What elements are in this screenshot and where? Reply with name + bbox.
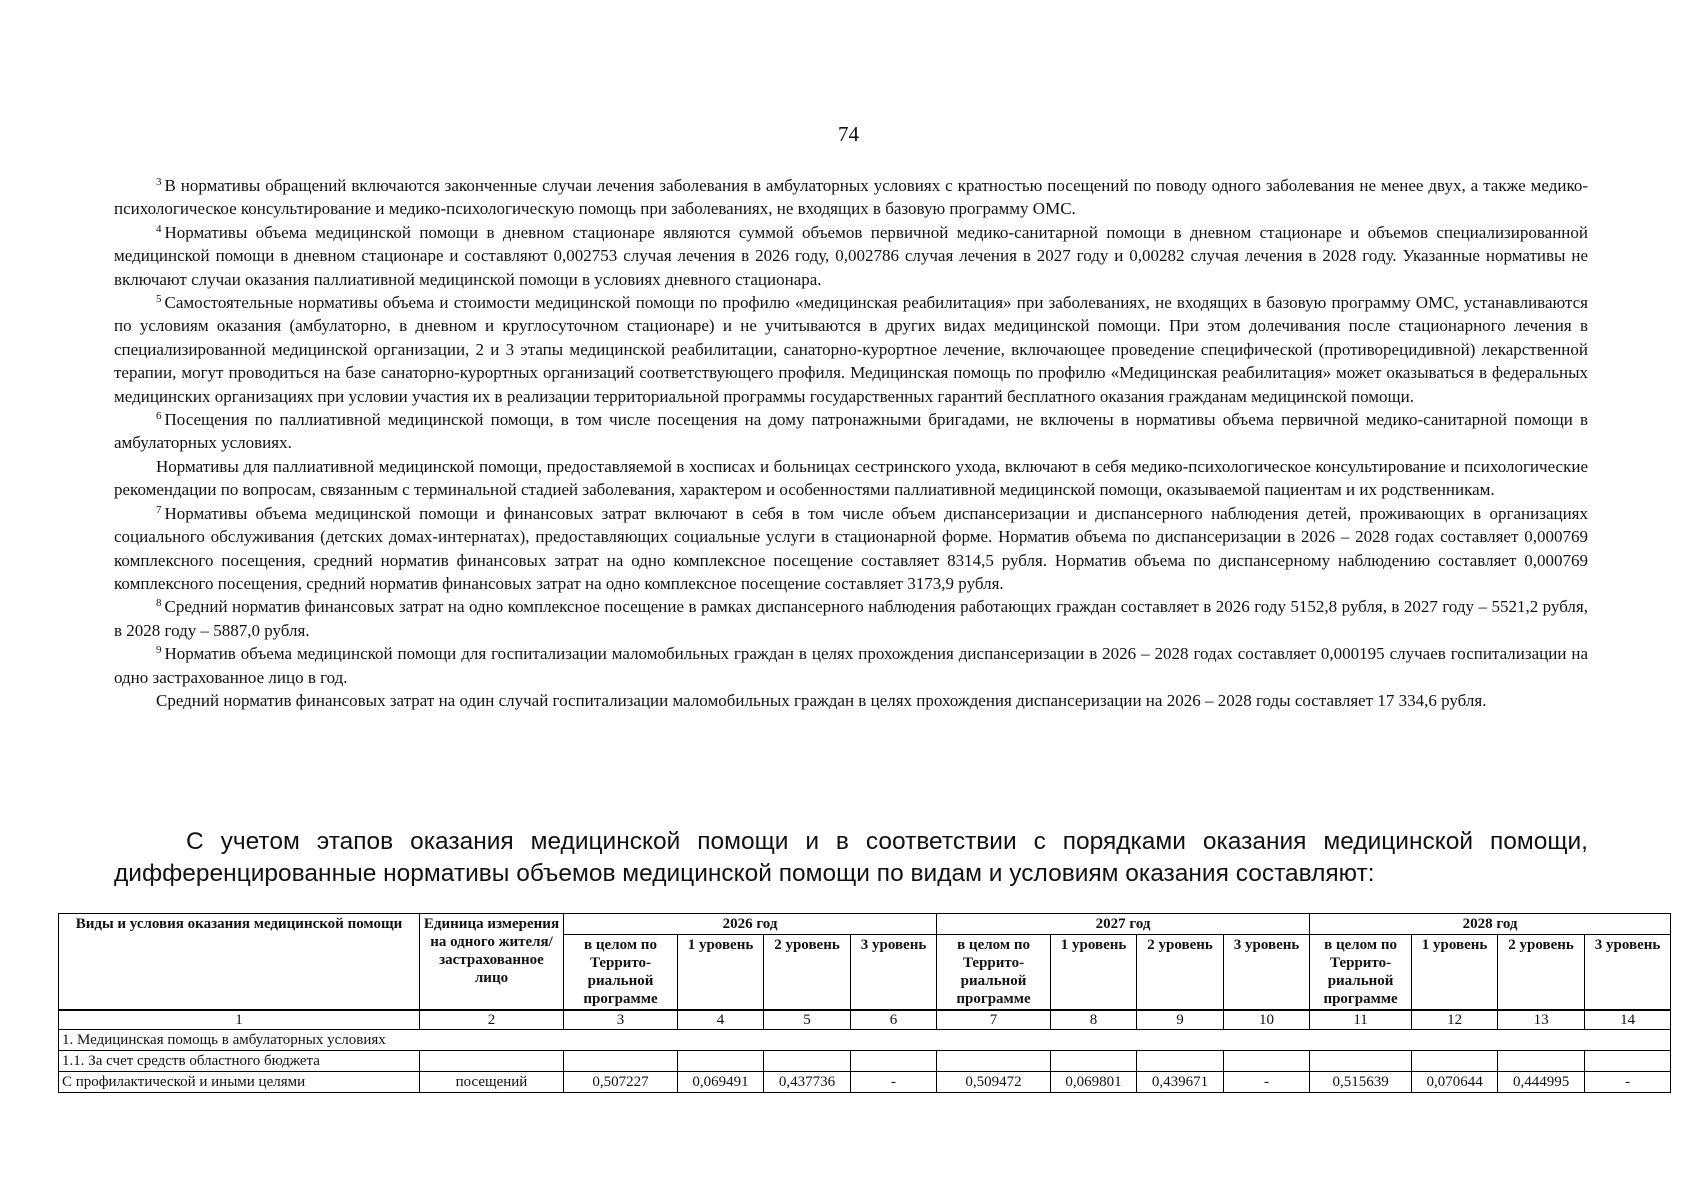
column-number: 10 bbox=[1224, 1010, 1310, 1030]
footnote-mark: 5 bbox=[156, 293, 162, 306]
header-level-1: 1 уровень bbox=[1412, 935, 1498, 1011]
footnote-text: Нормативы объема медицинской помощи в дневном стационаре являются суммой объемов первичной медико-санитарной помощи в дневном стационаре и объемов специализированной медицинской помощи в дневном стационаре и составляют 0,002753 случая лечения в 2026 году, 0,002786 случая лечения в 2027 году и 0,00282 случая лечения в 2028 году. Указанные нормативы не включают случаи оказания паллиативной медицинской помощи в условиях дневного стационара. bbox=[114, 222, 1588, 289]
header-year-2026: 2026 год bbox=[564, 914, 937, 935]
section-row-1 bbox=[59, 1030, 1671, 1051]
footnote-4 bbox=[114, 221, 1588, 291]
footnote-text: Средний норматив финансовых затрат на один случай госпитализации маломобильных граждан в целях прохождения диспансеризации на 2026 – 2028 годы составляет 17 334,6 рубля. bbox=[156, 690, 1487, 710]
header-row-years bbox=[59, 914, 1671, 935]
column-number: 3 bbox=[564, 1010, 678, 1030]
value-cell: 0,515639 bbox=[1310, 1072, 1412, 1093]
lead-paragraph: С учетом этапов оказания медицинской помощи и в соответствии с порядками оказания медицинской помощи, дифференцированные нормативы объемов медицинской помощи по видам и условиям оказания составляют: bbox=[114, 828, 1588, 887]
header-level-1: 1 уровень bbox=[1051, 935, 1137, 1011]
header-total: в целом по Террито-риальной программе bbox=[564, 935, 678, 1011]
empty-cell bbox=[1224, 1051, 1310, 1072]
page-number: 74 bbox=[838, 122, 859, 146]
footnote-3 bbox=[114, 174, 1588, 221]
value-cell: 0,439671 bbox=[1137, 1072, 1224, 1093]
header-year-2027: 2027 год bbox=[937, 914, 1310, 935]
header-unit: Единица измерения на одного жителя/ застрахованное лицо bbox=[420, 914, 564, 1011]
value-cell: 0,509472 bbox=[937, 1072, 1051, 1093]
column-number: 1 bbox=[59, 1010, 420, 1030]
footnote-6-continued bbox=[114, 455, 1588, 502]
value-cell: 0,437736 bbox=[764, 1072, 851, 1093]
footnote-text: Нормативы объема медицинской помощи и финансовых затрат включают в себя в том числе объем диспансеризации и диспансерного наблюдения детей, проживающих в организациях социального обслуживания (детских домах-интернатах), предоставляющих социальные услуги в стационарной форме. Норматив объема по диспансеризации в 2026 – 2028 годах составляет 0,000769 комплексного посещения, средний норматив финансовых затрат на одно комплексное посещение составляет 8314,5 рубля. Норматив объема по диспансерному наблюдению составляет 0,000769 комплексного посещения, средний норматив финансовых затрат на одно комплексное посещение составляет 3173,9 рубля. bbox=[114, 503, 1588, 593]
footnote-text: Посещения по паллиативной медицинской помощи, в том числе посещения на дому патронажными бригадами, не включены в нормативы объема первичной медико-санитарной помощи в амбулаторных условиях. bbox=[114, 410, 1588, 453]
footnote-9 bbox=[114, 642, 1588, 689]
header-level-3: 3 уровень bbox=[1224, 935, 1310, 1011]
footnote-5 bbox=[114, 291, 1588, 408]
header-kind: Виды и условия оказания медицинской помощи bbox=[59, 914, 420, 1011]
empty-cell bbox=[1051, 1051, 1137, 1072]
value-cell: - bbox=[851, 1072, 937, 1093]
value-cell: 0,069801 bbox=[1051, 1072, 1137, 1093]
footnote-mark: 9 bbox=[156, 644, 162, 657]
empty-cell bbox=[1137, 1051, 1224, 1072]
section-title: 1. Медицинская помощь в амбулаторных условиях bbox=[59, 1030, 1671, 1051]
column-number: 7 bbox=[937, 1010, 1051, 1030]
value-cell: - bbox=[1224, 1072, 1310, 1093]
empty-cell bbox=[764, 1051, 851, 1072]
empty-cell bbox=[937, 1051, 1051, 1072]
value-cell: 0,070644 bbox=[1412, 1072, 1498, 1093]
footnote-text: Самостоятельные нормативы объема и стоимости медицинской помощи по профилю «медицинская реабилитация» при заболеваниях, не входящих в базовую программу ОМС, устанавливаются по условиям оказания (амбулаторно, в дневном и круглосуточном стационаре) и не учитываются в других видах медицинской помощи. При этом долечивания после стационарного лечения в специализированной медицинской организации, 2 и 3 этапы медицинской реабилитации, санаторно-курортное лечение, включающее проведение специфической (противорецидивной) лекарственной терапии, могут проводиться на базе санаторно-курортных организаций соответствующего профиля. Медицинская помощь по профилю «Медицинская реабилитация» может оказываться в федеральных медицинских организациях при условии участия их в реализации территориальной программы государственных гарантий бесплатного оказания гражданам медицинской помощи. bbox=[114, 293, 1588, 406]
header-level-2: 2 уровень bbox=[1498, 935, 1585, 1011]
column-number: 12 bbox=[1412, 1010, 1498, 1030]
column-number: 9 bbox=[1137, 1010, 1224, 1030]
header-total: в целом по Террито-риальной программе bbox=[1310, 935, 1412, 1011]
norms-table bbox=[58, 913, 1671, 1093]
column-number: 6 bbox=[851, 1010, 937, 1030]
column-number-row bbox=[59, 1010, 1671, 1030]
footnote-9-continued bbox=[114, 689, 1588, 712]
empty-cell bbox=[1585, 1051, 1671, 1072]
footnotes bbox=[114, 174, 1588, 712]
footnote-8 bbox=[114, 595, 1588, 642]
subsection-title: 1.1. За счет средств областного бюджета bbox=[59, 1051, 420, 1072]
empty-cell bbox=[420, 1051, 564, 1072]
empty-cell bbox=[1498, 1051, 1585, 1072]
column-number: 11 bbox=[1310, 1010, 1412, 1030]
footnote-7 bbox=[114, 502, 1588, 596]
column-number: 5 bbox=[764, 1010, 851, 1030]
row-unit: посещений bbox=[420, 1072, 564, 1093]
header-total: в целом по Террито-риальной программе bbox=[937, 935, 1051, 1011]
column-number: 2 bbox=[420, 1010, 564, 1030]
row-name: С профилактической и иными целями bbox=[59, 1072, 420, 1093]
header-level-3: 3 уровень bbox=[1585, 935, 1671, 1011]
value-cell: 0,444995 bbox=[1498, 1072, 1585, 1093]
empty-cell bbox=[678, 1051, 764, 1072]
empty-cell bbox=[851, 1051, 937, 1072]
column-number: 13 bbox=[1498, 1010, 1585, 1030]
header-level-2: 2 уровень bbox=[764, 935, 851, 1011]
footnote-mark: 3 bbox=[156, 176, 162, 188]
column-number: 14 bbox=[1585, 1010, 1671, 1030]
column-number: 8 bbox=[1051, 1010, 1137, 1030]
value-cell: - bbox=[1585, 1072, 1671, 1093]
footnote-mark: 4 bbox=[156, 222, 162, 235]
header-level-3: 3 уровень bbox=[851, 935, 937, 1011]
footnote-text: Нормативы для паллиативной медицинской помощи, предоставляемой в хосписах и больницах сестринского ухода, включают в себя медико-психологическое консультирование и психологические рекомендации по вопросам, связанным с терминальной стадией заболевания, характером и особенностями паллиативной медицинской помощи, оказываемой пациентам и их родственникам. bbox=[114, 456, 1588, 500]
footnote-mark: 7 bbox=[156, 503, 162, 516]
value-cell: 0,507227 bbox=[564, 1072, 678, 1093]
header-level-2: 2 уровень bbox=[1137, 935, 1224, 1011]
empty-cell bbox=[1310, 1051, 1412, 1072]
footnote-mark: 8 bbox=[156, 597, 162, 610]
footnote-text: В нормативы обращений включаются законченные случаи лечения заболевания в амбулаторных условиях с кратностью посещений по поводу одного заболевания не менее двух, а также медико-психологическое консультирование и медико-психологическую помощь при заболеваниях, не входящих в базовую программу ОМС. bbox=[114, 176, 1588, 219]
column-number: 4 bbox=[678, 1010, 764, 1030]
footnote-text: Норматив объема медицинской помощи для госпитализации маломобильных граждан в целях прохождения диспансеризации в 2026 – 2028 годах составляет 0,000195 случаев госпитализации на одно застрахованное лицо в год. bbox=[114, 644, 1588, 687]
table-row bbox=[59, 1072, 1671, 1093]
empty-cell bbox=[564, 1051, 678, 1072]
header-level-1: 1 уровень bbox=[678, 935, 764, 1011]
footnote-text: Средний норматив финансовых затрат на одно комплексное посещение в рамках диспансерного наблюдения работающих граждан составляет в 2026 году 5152,8 рубля, в 2027 году – 5521,2 рубля, в 2028 году – 5887,0 рубля. bbox=[114, 597, 1588, 640]
footnote-6 bbox=[114, 408, 1588, 455]
footnote-mark: 6 bbox=[156, 410, 162, 423]
header-year-2028: 2028 год bbox=[1310, 914, 1671, 935]
section-row-1-1 bbox=[59, 1051, 1671, 1072]
empty-cell bbox=[1412, 1051, 1498, 1072]
value-cell: 0,069491 bbox=[678, 1072, 764, 1093]
